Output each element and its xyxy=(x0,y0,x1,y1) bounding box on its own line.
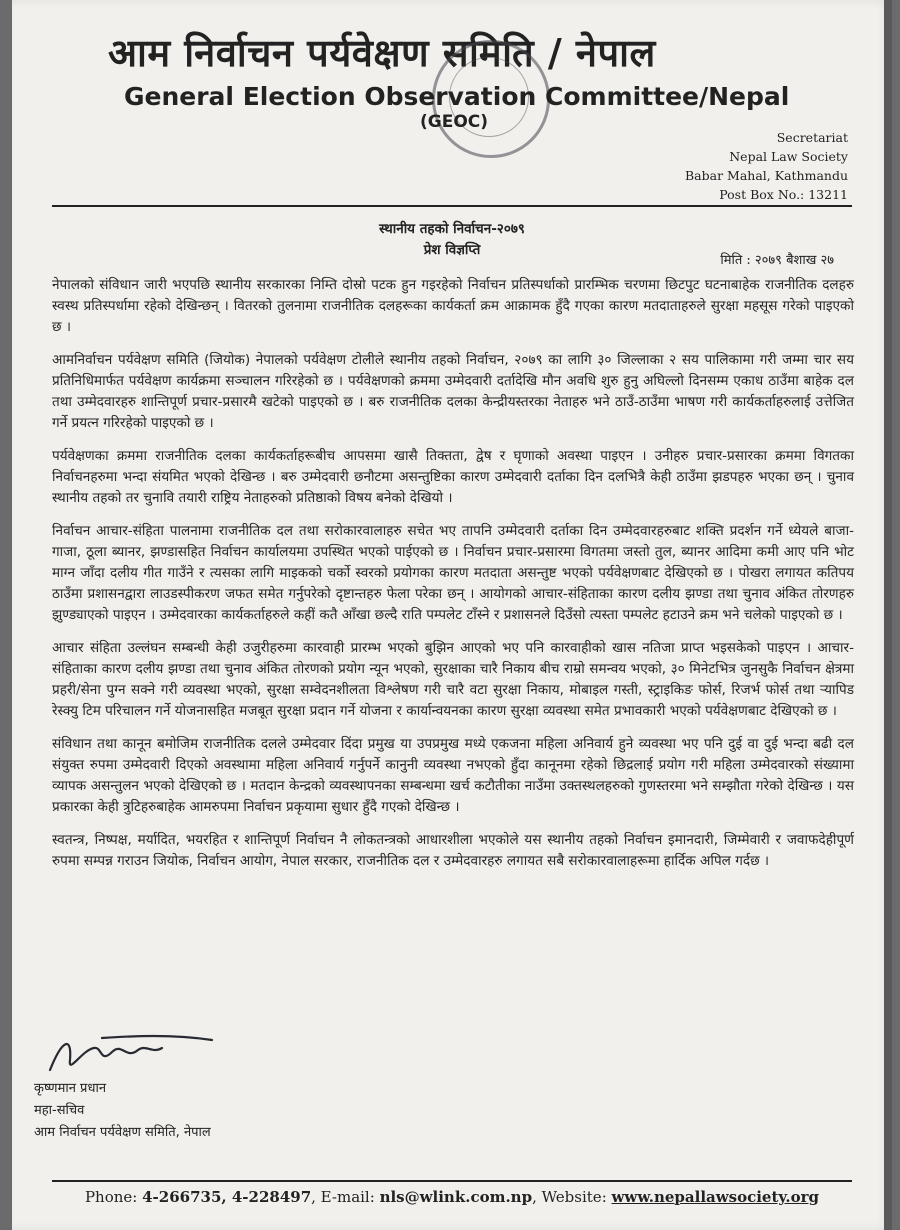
website-label: , Website: xyxy=(532,1188,612,1206)
email-label: , E-mail: xyxy=(311,1188,380,1206)
signatory-block xyxy=(34,1078,211,1144)
phone-number: 4-266735, 4-228497 xyxy=(142,1188,312,1206)
signatory-designation: महा-सचिव xyxy=(34,1103,85,1118)
document-title: स्थानीय तहको निर्वाचन-२०७९ xyxy=(379,221,525,237)
header-divider xyxy=(52,205,852,207)
secretariat-address-line: Babar Mahal, Kathmandu xyxy=(684,168,848,183)
header-title-nepali: आम निर्वाचन पर्यवेक्षण समिति / नेपाल xyxy=(108,31,656,75)
paragraph: आचार संहिता उल्लंघन सम्बन्धी केही उजुरीहरुमा कारवाही प्रारम्भ भएको बुझिन आएको भए पनि कारवाहीको खास नतिजा प्राप्त भइसकेको पाइएन । आचार-संहिताका कारण दलीय झण्डा तथा चुनाव अंकित तोरणको प्रयोग न्यून भएको, सुरक्षाका चारै निकाय बीच राम्रो समन्वय भएको, ३० मिनेटभित्र जुनसुकै निर्वाचन क्षेत्रमा प्रहरी/सेना पुग्न सक्ने गरी व्यवस्था भएको, सुरक्षा सम्वेदनशीलता विश्लेषण गरी चारै वटा सुरक्षा निकाय, मोबाइल गस्ती, स्ट्राइकिङ फोर्स, रिजर्भ फोर्स तथा ऱ्यापिड रेस्क्यु टिम परिचालन गर्ने योजनासहित मजबूत सुरक्षा प्रदान गर्ने योजना र कार्यान्वयनका कारण सुरक्षा व्यवस्था समेत प्रभावकारी भएको पर्यवेक्षणबाट देखिएको छ । xyxy=(52,640,854,719)
signatory-organization: आम निर्वाचन पर्यवेक्षण समिति, नेपाल xyxy=(34,1125,211,1140)
secretariat-org: Nepal Law Society xyxy=(729,149,848,164)
letter-page xyxy=(12,0,892,1230)
press-release-body xyxy=(52,275,854,884)
paragraph: स्वतन्त्र, निष्पक्ष, मर्यादित, भयरहित र शान्तिपूर्ण निर्वाचन नै लोकतन्त्रको आधारशीला भएकोले यस स्थानीय तहको निर्वाचन इमानदारी, जिम्मेवारी र जवाफदेहीपूर्ण रुपमा सम्पन्न गराउन जियोक, निर्वाचन आयोग, नेपाल सरकार, राजनीतिक दल र उम्मेदवारहरु लगायत सबै सरोकारवालाहरूमा हार्दिक अपिल गर्दछ । xyxy=(52,832,854,869)
document-date: मिति : २०७९ बैशाख २७ xyxy=(720,253,834,268)
secretariat-heading: Secretariat xyxy=(776,130,848,145)
paragraph: संविधान तथा कानून बमोजिम राजनीतिक दलले उम्मेदवार दिंदा प्रमुख या उपप्रमुख मध्ये एकजना महिला अनिवार्य हुने व्यवस्था भए पनि दुई वा दुई भन्दा बढी दल संयुक्त रुपमा उम्मेदवारी दिएको अवस्थामा महिला अनिवार्य गर्नुपर्ने कानुनी व्यवस्था नभएको हुँदा कानूनमा रहेको छिद्रलाई प्रयोग गरी महिला उम्मेदवारको संख्यामा व्यापक असन्तुलन भएको देखिएको छ । मतदान केन्द्रको व्यवस्थापनका सम्बन्धमा खर्च कटौतीका नाउँमा उक्तस्थलहरुको गुणस्तरमा भने सम्झौता गरेको देखिन्छ । यस प्रकारका केही त्रुटिहरुबाहेक आमरुपमा निर्वाचन प्रकृयामा सुधार हुँदै गएको देखिन्छ । xyxy=(52,736,854,815)
email-link[interactable]: nls@wlink.com.np xyxy=(379,1188,533,1206)
footer-divider xyxy=(52,1180,852,1182)
website-link[interactable]: www.nepallawsociety.org xyxy=(611,1188,820,1206)
contact-footer xyxy=(12,1188,892,1206)
page-shadow xyxy=(884,0,892,1230)
secretariat-postbox: Post Box No.: 13211 xyxy=(719,187,848,202)
signatory-name: कृष्णमान प्रधान xyxy=(34,1081,107,1096)
document-subtitle: प्रेश विज्ञप्ति xyxy=(423,242,481,258)
paragraph: पर्यवेक्षणका क्रममा राजनीतिक दलका कार्यकर्ताहरूबीच आपसमा खासै तिक्तता, द्वेष र घृणाको अवस्था पाइएन । उनीहरु प्रचार-प्रसारका क्रममा विगतका निर्वाचनहरुमा भन्दा संयमित भएको देखिन्छ । बरु उम्मेदवारी छनौटमा असन्तुष्टिका कारण उम्मेदवारी दर्ताका दिन दलभित्रै केही ठाउँमा झडपहरु भएका छन् । चुनाव स्थानीय तहको तर चुनावि तयारी राष्ट्रिय नेताहरुको प्रतिष्ठाको विषय बनेको देखियो । xyxy=(52,448,854,506)
secretariat-address xyxy=(685,128,848,204)
paragraph: नेपालको संविधान जारी भएपछि स्थानीय सरकारका निम्ति दोस्रो पटक हुन गइरहेको निर्वाचन प्रतिस्पर्धाको प्रारम्भिक चरणमा छिटपुट घटनाबाहेक राजनीतिक दलहरु स्वस्थ प्रतिस्पर्धामा रहेको देखिन्छन् । वितरको तुलनामा राजनीतिक दलहरूका कार्यकर्ता क्रम आक्रामक हुँदै गएका कारण मतदाताहरुले सुरक्षा महसूस गरेको पाइएको छ । xyxy=(52,277,854,335)
header-abbreviation: (GEOC) xyxy=(420,112,489,132)
phone-label: Phone: xyxy=(84,1188,143,1206)
header-title-english: General Election Observation Committee/Nepal xyxy=(124,82,790,111)
paragraph: आमनिर्वाचन पर्यवेक्षण समिति (जियोक) नेपालको पर्यवेक्षण टोलीले स्थानीय तहको निर्वाचन, २०७९ का लागि ३० जिल्लाका २ सय पालिकामा गरी जम्मा चार सय प्रतिनिधिमार्फत पर्यवेक्षण कार्यक्रमा सञ्चालन गरिरहेको छ । पर्यवेक्षणको क्रममा उम्मेदवारी दर्तादेखि मौन अवधि शुरु हुनु अघिल्लो दिनसम्म एकाध ठाउँमा बाहेक दल तथा उम्मेदवारहरु शान्तिपूर्ण प्रचार-प्रसारमै खटेको पाइएको छ । बरु राजनीतिक दलका केन्द्रीयस्तरका नेताहरु भने ठाउँ-ठाउँमा भाषण गरी कार्यकर्ताहरुलाई उत्तेजित गर्ने प्रयत्न गरिरहेको पाइएको छ । xyxy=(52,352,854,431)
handwritten-signature xyxy=(42,1030,232,1080)
paragraph: निर्वाचन आचार-संहिता पालनामा राजनीतिक दल तथा सरोकारवालाहरु सचेत भए तापनि उम्मेदवारी दर्ताका दिन उम्मेदवारहरुबाट शक्ति प्रदर्शन गर्ने ध्येयले बाजा-गाजा, ठूला ब्यानर, झण्डासहित निर्वाचन कार्यालयमा उपस्थित भएको पाईएको छ । निर्वाचन प्रचार-प्रसारमा विगतमा जस्तो तुल, ब्यानर आदिमा कमी आए पनि भोट माग्न जाँदा दलीय गीत गाउँने र त्यसका लागि माइकको चर्को स्वरको प्रयोगका कारण मतदाता असन्तुष्ट भएको पर्यवेक्षणबाट देखिएको छ । पोखरा लगायत कतिपय ठाउँमा प्रशासनद्वारा लाउडस्पीकरण जफत समेत गर्नुपरेको दृष्टान्तहरु फेला परेका छन् । आयोगको आचार-संहिताका कारण दलीय झण्डा तथा चुनाव अंकित तोरणहरु झुण्ड्याएको पाइएन । उम्मेदवारका कार्यकर्ताहरुले कहीं कतै आँखा छल्दै राति पम्पलेट टाँस्ने र प्रशासनले दिउँसो त्यस्ता पम्पलेट हटाउने क्रम भने चलेको पाइएको छ । xyxy=(52,523,854,623)
